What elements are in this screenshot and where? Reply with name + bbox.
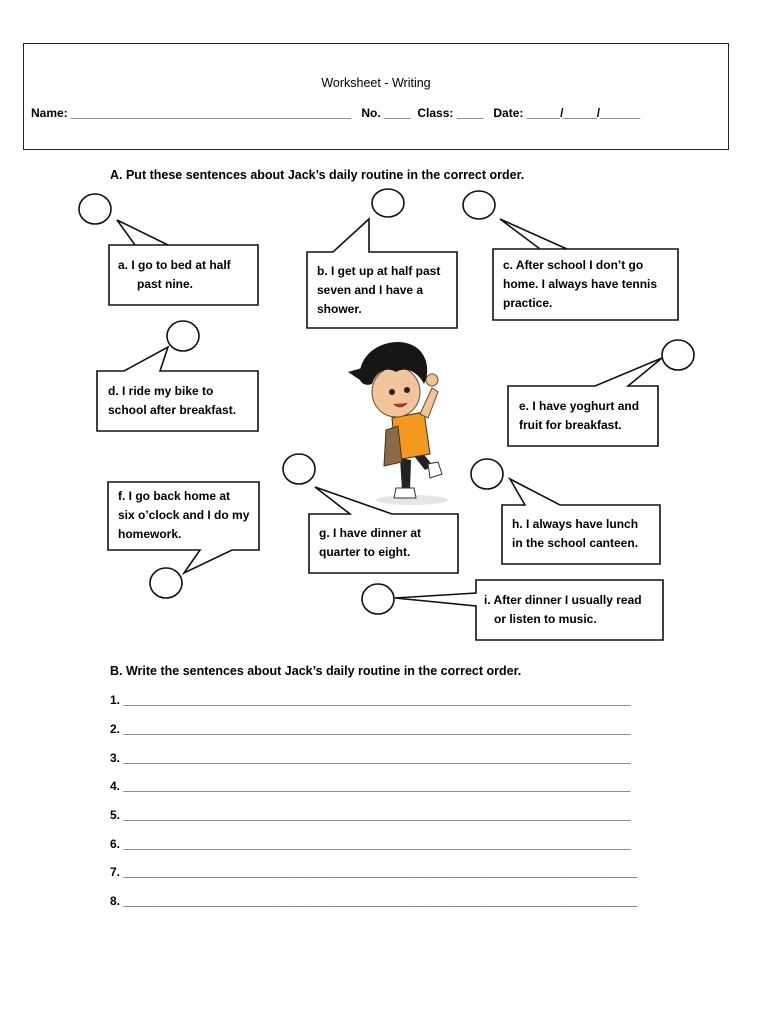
order-circle-a (79, 194, 111, 224)
answer-line-2[interactable]: 2. ____________________________________________________________________________ (110, 722, 631, 736)
sentence-a: a. I go to bed at half past nine. (118, 258, 231, 291)
answer-line-8[interactable]: 8. _____________________________________________________________________________ (110, 894, 638, 908)
sentence-b: b. I get up at half past seven and I have a shower. (317, 264, 441, 316)
student-info-fields: Name: __________________________________________ No. ____ Class: ____ Date: _____/_____/______ (31, 106, 641, 120)
sentence-h: h. I always have lunch in the school canteen. (512, 517, 639, 550)
order-circle-c (463, 191, 495, 219)
order-circle-f (150, 568, 182, 598)
answer-line-4[interactable]: 4. ____________________________________________________________________________ (110, 779, 631, 793)
worksheet-title: Worksheet - Writing (321, 76, 431, 90)
sentence-f: f. I go back home at six o’clock and I do my homework. (118, 489, 250, 541)
answer-line-6[interactable]: 6. ____________________________________________________________________________ (110, 837, 631, 851)
sentence-g: g. I have dinner at quarter to eight. (319, 526, 422, 559)
sentence-e: e. I have yoghurt and fruit for breakfast. (519, 399, 640, 432)
order-circle-b (372, 189, 404, 217)
answer-line-1[interactable]: 1. ____________________________________________________________________________ (110, 693, 631, 707)
answer-line-3[interactable]: 3. ____________________________________________________________________________ (110, 751, 631, 765)
order-circle-d (167, 321, 199, 351)
sentence-i: i. After dinner I usually read or listen to music. (484, 593, 642, 626)
sentence-d: d. I ride my bike to school after breakfast. (108, 384, 237, 417)
boy-illustration (348, 342, 448, 505)
section-a-title: A. Put these sentences about Jack’s daily routine in the correct order. (110, 168, 525, 182)
sentence-c: c. After school I don’t go home. I always have tennis practice. (503, 258, 658, 310)
order-circle-e (662, 340, 694, 370)
answer-line-5[interactable]: 5. ____________________________________________________________________________ (110, 808, 631, 822)
answer-line-7[interactable]: 7. _____________________________________________________________________________ (110, 865, 638, 879)
order-circle-i (362, 584, 394, 614)
order-circle-h (471, 459, 503, 489)
section-b-title: B. Write the sentences about Jack’s daily routine in the correct order. (110, 664, 522, 678)
order-circle-g (283, 454, 315, 484)
